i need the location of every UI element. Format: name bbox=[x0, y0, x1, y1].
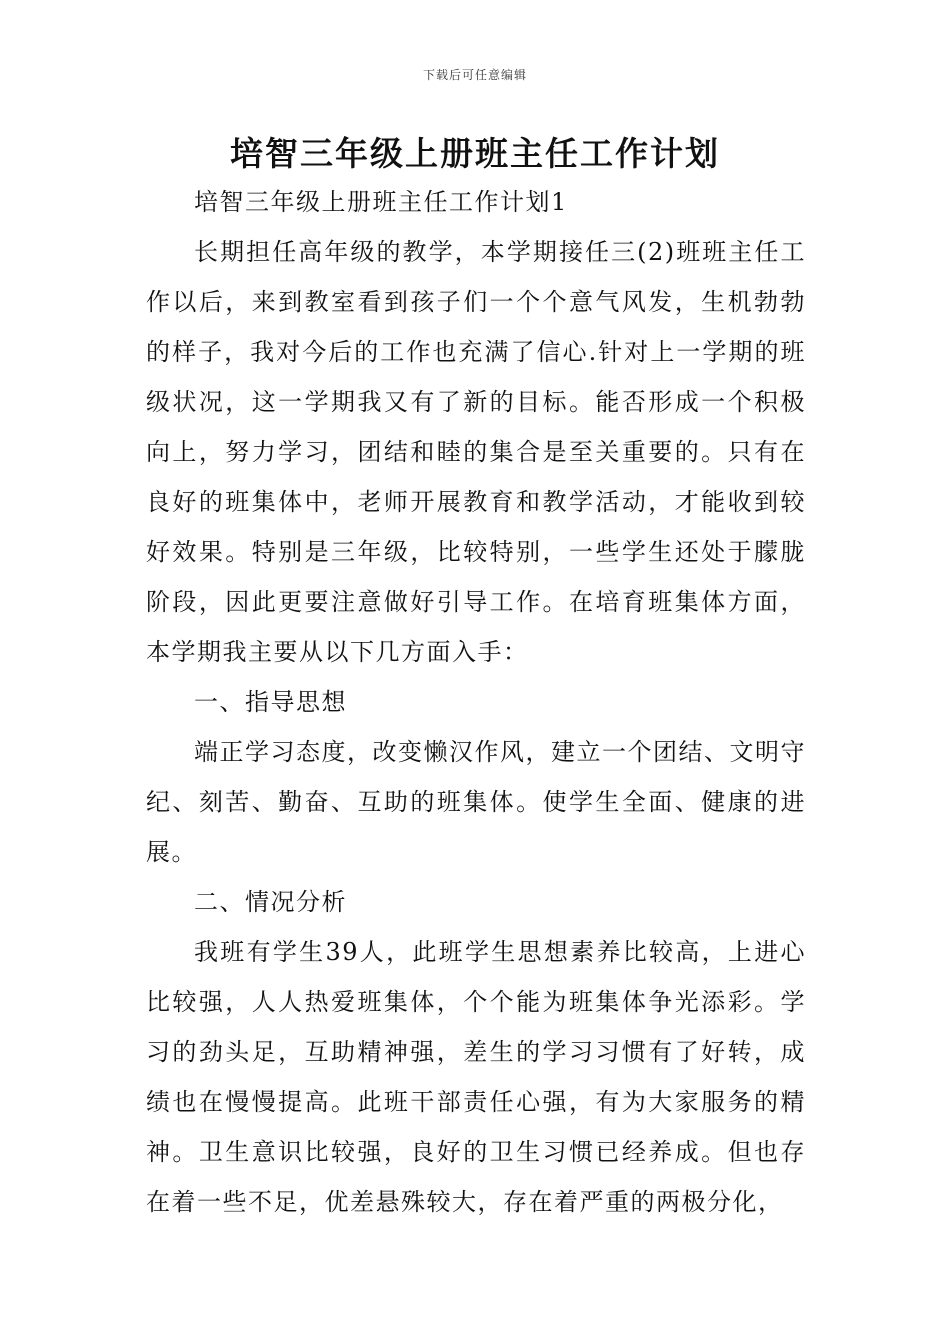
section-heading-situation-analysis: 二、情况分析 bbox=[194, 888, 347, 916]
subtitle-paragraph: 培智三年级上册班主任工作计划1 bbox=[194, 188, 568, 216]
intro-paragraph: 长期担任高年级的教学，本学期接任三(2)班班主任工作以后，来到教室看到孩子们一个个意气风发，生机勃勃的样子，我对今后的工作也充满了信心.针对上一学期的班级状况，这一学期我又有了新的目标。能否形成一个积极向上，努力学习，团结和睦的集合是至关重要的。只有在良好的班集体中，老师开展教育和教学活动，才能收到较好效果。特别是三年级，比较特别，一些学生还处于朦胧阶段，因此更要注意做好引导工作。在培育班集体方面，本学期我主要从以下几方面入手： bbox=[146, 238, 806, 666]
header-note: 下载后可任意编辑 bbox=[422, 68, 527, 82]
document-body bbox=[146, 177, 806, 1227]
situation-analysis-paragraph: 我班有学生39人，此班学生思想素养比较高，上进心比较强，人人热爱班集体，个个能为班集体争光添彩。学习的劲头足，互助精神强，差生的学习习惯有了好转，成绩也在慢慢提高。此班干部责任心强，有为大家服务的精神。卫生意识比较强，良好的卫生习惯已经养成。但也存在着一些不足，优差悬殊较大，存在着严重的两极分化， bbox=[146, 938, 806, 1216]
document-title: 培智三年级上册班主任工作计划 bbox=[230, 134, 720, 173]
section-heading-guiding-thought: 一、指导思想 bbox=[194, 688, 347, 716]
guiding-thought-paragraph: 端正学习态度，改变懒汉作风，建立一个团结、文明守纪、刻苦、勤奋、互助的班集体。使学生全面、健康的进展。 bbox=[146, 738, 806, 866]
